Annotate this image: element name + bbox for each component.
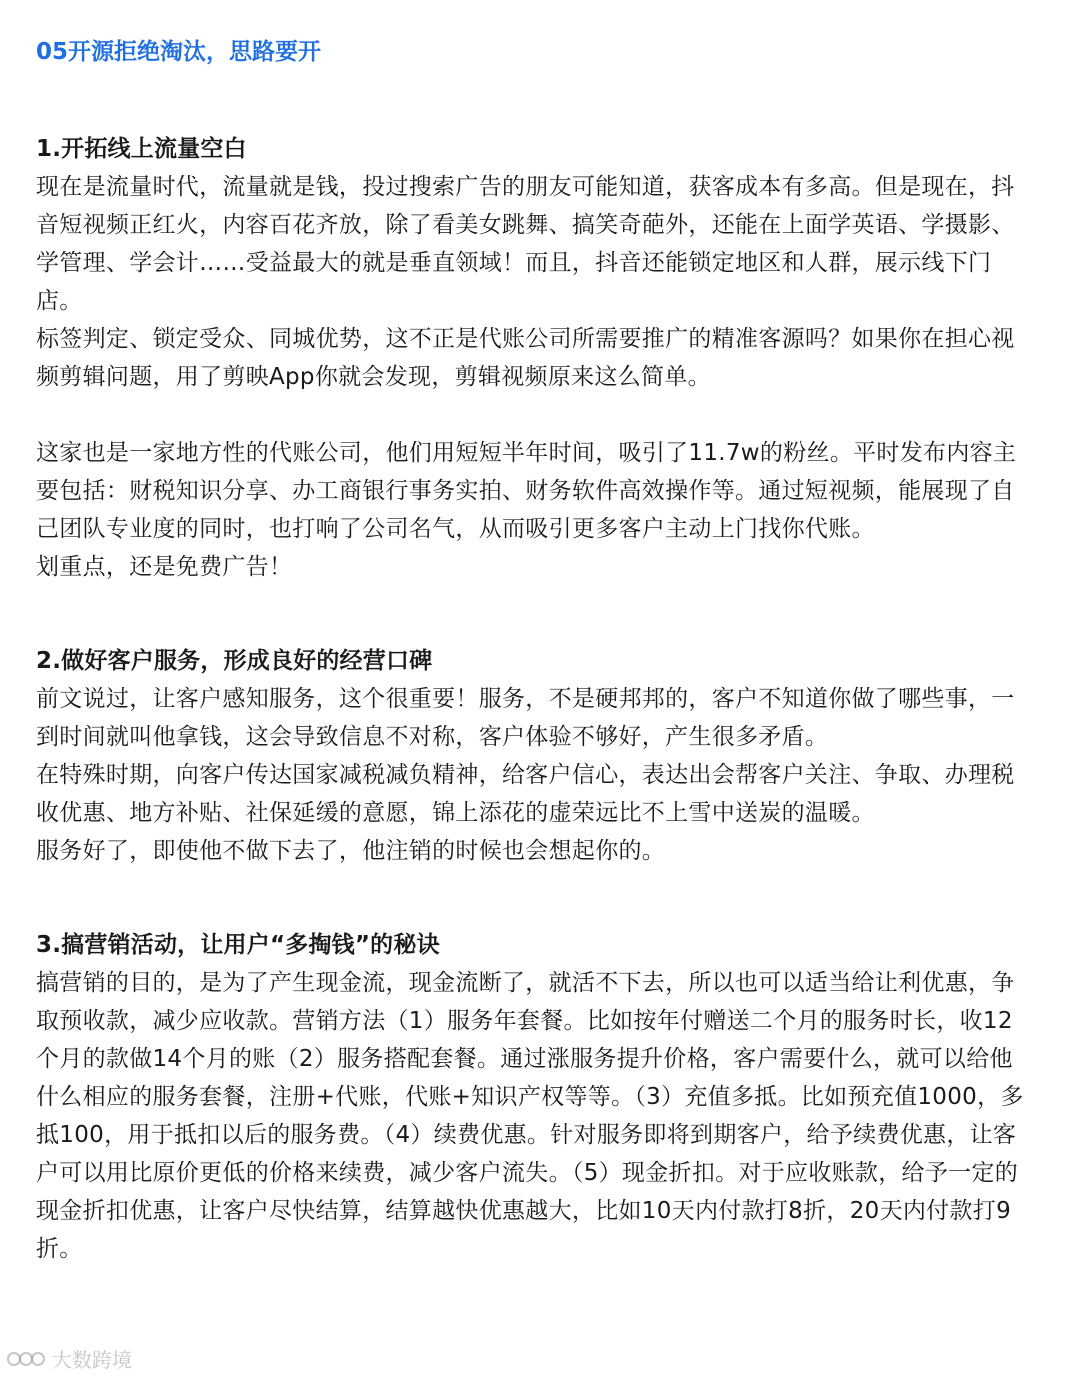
paragraph: 划重点，还是免费广告！ bbox=[36, 554, 293, 580]
spacer bbox=[36, 586, 1026, 642]
paragraph: 标签判定、锁定受众、同城优势，这不正是代账公司所需要推广的精准客源吗？如果你在担心视频剪辑问题，用了剪映App你就会发现，剪辑视频原来这么简单。 bbox=[36, 326, 1015, 390]
watermark bbox=[6, 1344, 132, 1373]
watermark-text: 大数跨境 bbox=[52, 1348, 132, 1372]
paragraph: 这家也是一家地方性的代账公司，他们用短短半年时间，吸引了11.7w的粉丝。平时发布内容主要包括：财税知识分享、办工商银行事务实拍、财务软件高效操作等。通过短视频，能展现了自己团队专业度的同时，也打响了公司名气，从而吸引更多客户主动上门找你代账。 bbox=[36, 440, 1017, 542]
section-3 bbox=[36, 926, 1026, 1268]
spacer bbox=[36, 396, 1026, 434]
brand-logo-icon bbox=[6, 1349, 46, 1369]
section-2 bbox=[36, 642, 1026, 870]
paragraph: 搞营销的目的，是为了产生现金流，现金流断了，就活不下去，所以也可以适当给让利优惠，争取预收款，减少应收款。营销方法（1）服务年套餐。比如按年付赠送二个月的服务时长，收12个月的款做14个月的账（2）服务搭配套餐。通过涨服务提升价格，客户需要什么，就可以给他什么相应的服务套餐，注册+代账，代账+知识产权等等。（3）充值多抵。比如预充值1000，多抵100，用于抵扣以后的服务费。（4）续费优惠。针对服务即将到期客户，给予续费优惠，让客户可以用比原价更低的价格来续费，减少客户流失。（5）现金折扣。对于应收账款，给予一定的现金折扣优惠，让客户尽快结算，结算越快优惠越大，比如10天内付款打8折，20天内付款打9折。 bbox=[36, 970, 1024, 1262]
spacer bbox=[36, 74, 1026, 130]
document bbox=[36, 30, 1026, 1268]
paragraph: 在特殊时期，向客户传达国家减税减负精神，给客户信心，表达出会帮客户关注、争取、办理税收优惠、地方补贴、社保延缓的意愿，锦上添花的虚荣远比不上雪中送炭的温暖。 bbox=[36, 762, 1015, 826]
page-heading: 05开源拒绝淘汰，思路要开 bbox=[36, 39, 322, 65]
paragraph: 服务好了，即使他不做下去了，他注销的时候也会想起你的。 bbox=[36, 838, 666, 864]
section-title: 1.开拓线上流量空白 bbox=[36, 136, 247, 162]
paragraph: 前文说过，让客户感知服务，这个很重要！服务，不是硬邦邦的，客户不知道你做了哪些事，一到时间就叫他拿钱，这会导致信息不对称，客户体验不够好，产生很多矛盾。 bbox=[36, 686, 1015, 750]
spacer bbox=[36, 870, 1026, 926]
section-title: 3.搞营销活动，让用户“多掏钱”的秘诀 bbox=[36, 932, 440, 958]
paragraph: 现在是流量时代，流量就是钱，投过搜索广告的朋友可能知道，获客成本有多高。但是现在，抖音短视频正红火，内容百花齐放，除了看美女跳舞、搞笑奇葩外，还能在上面学英语、学摄影、学管理、学会计……受益最大的就是垂直领域！而且，抖音还能锁定地区和人群，展示线下门店。 bbox=[36, 174, 1015, 314]
section-title: 2.做好客户服务，形成良好的经营口碑 bbox=[36, 648, 433, 674]
section-1 bbox=[36, 130, 1026, 586]
